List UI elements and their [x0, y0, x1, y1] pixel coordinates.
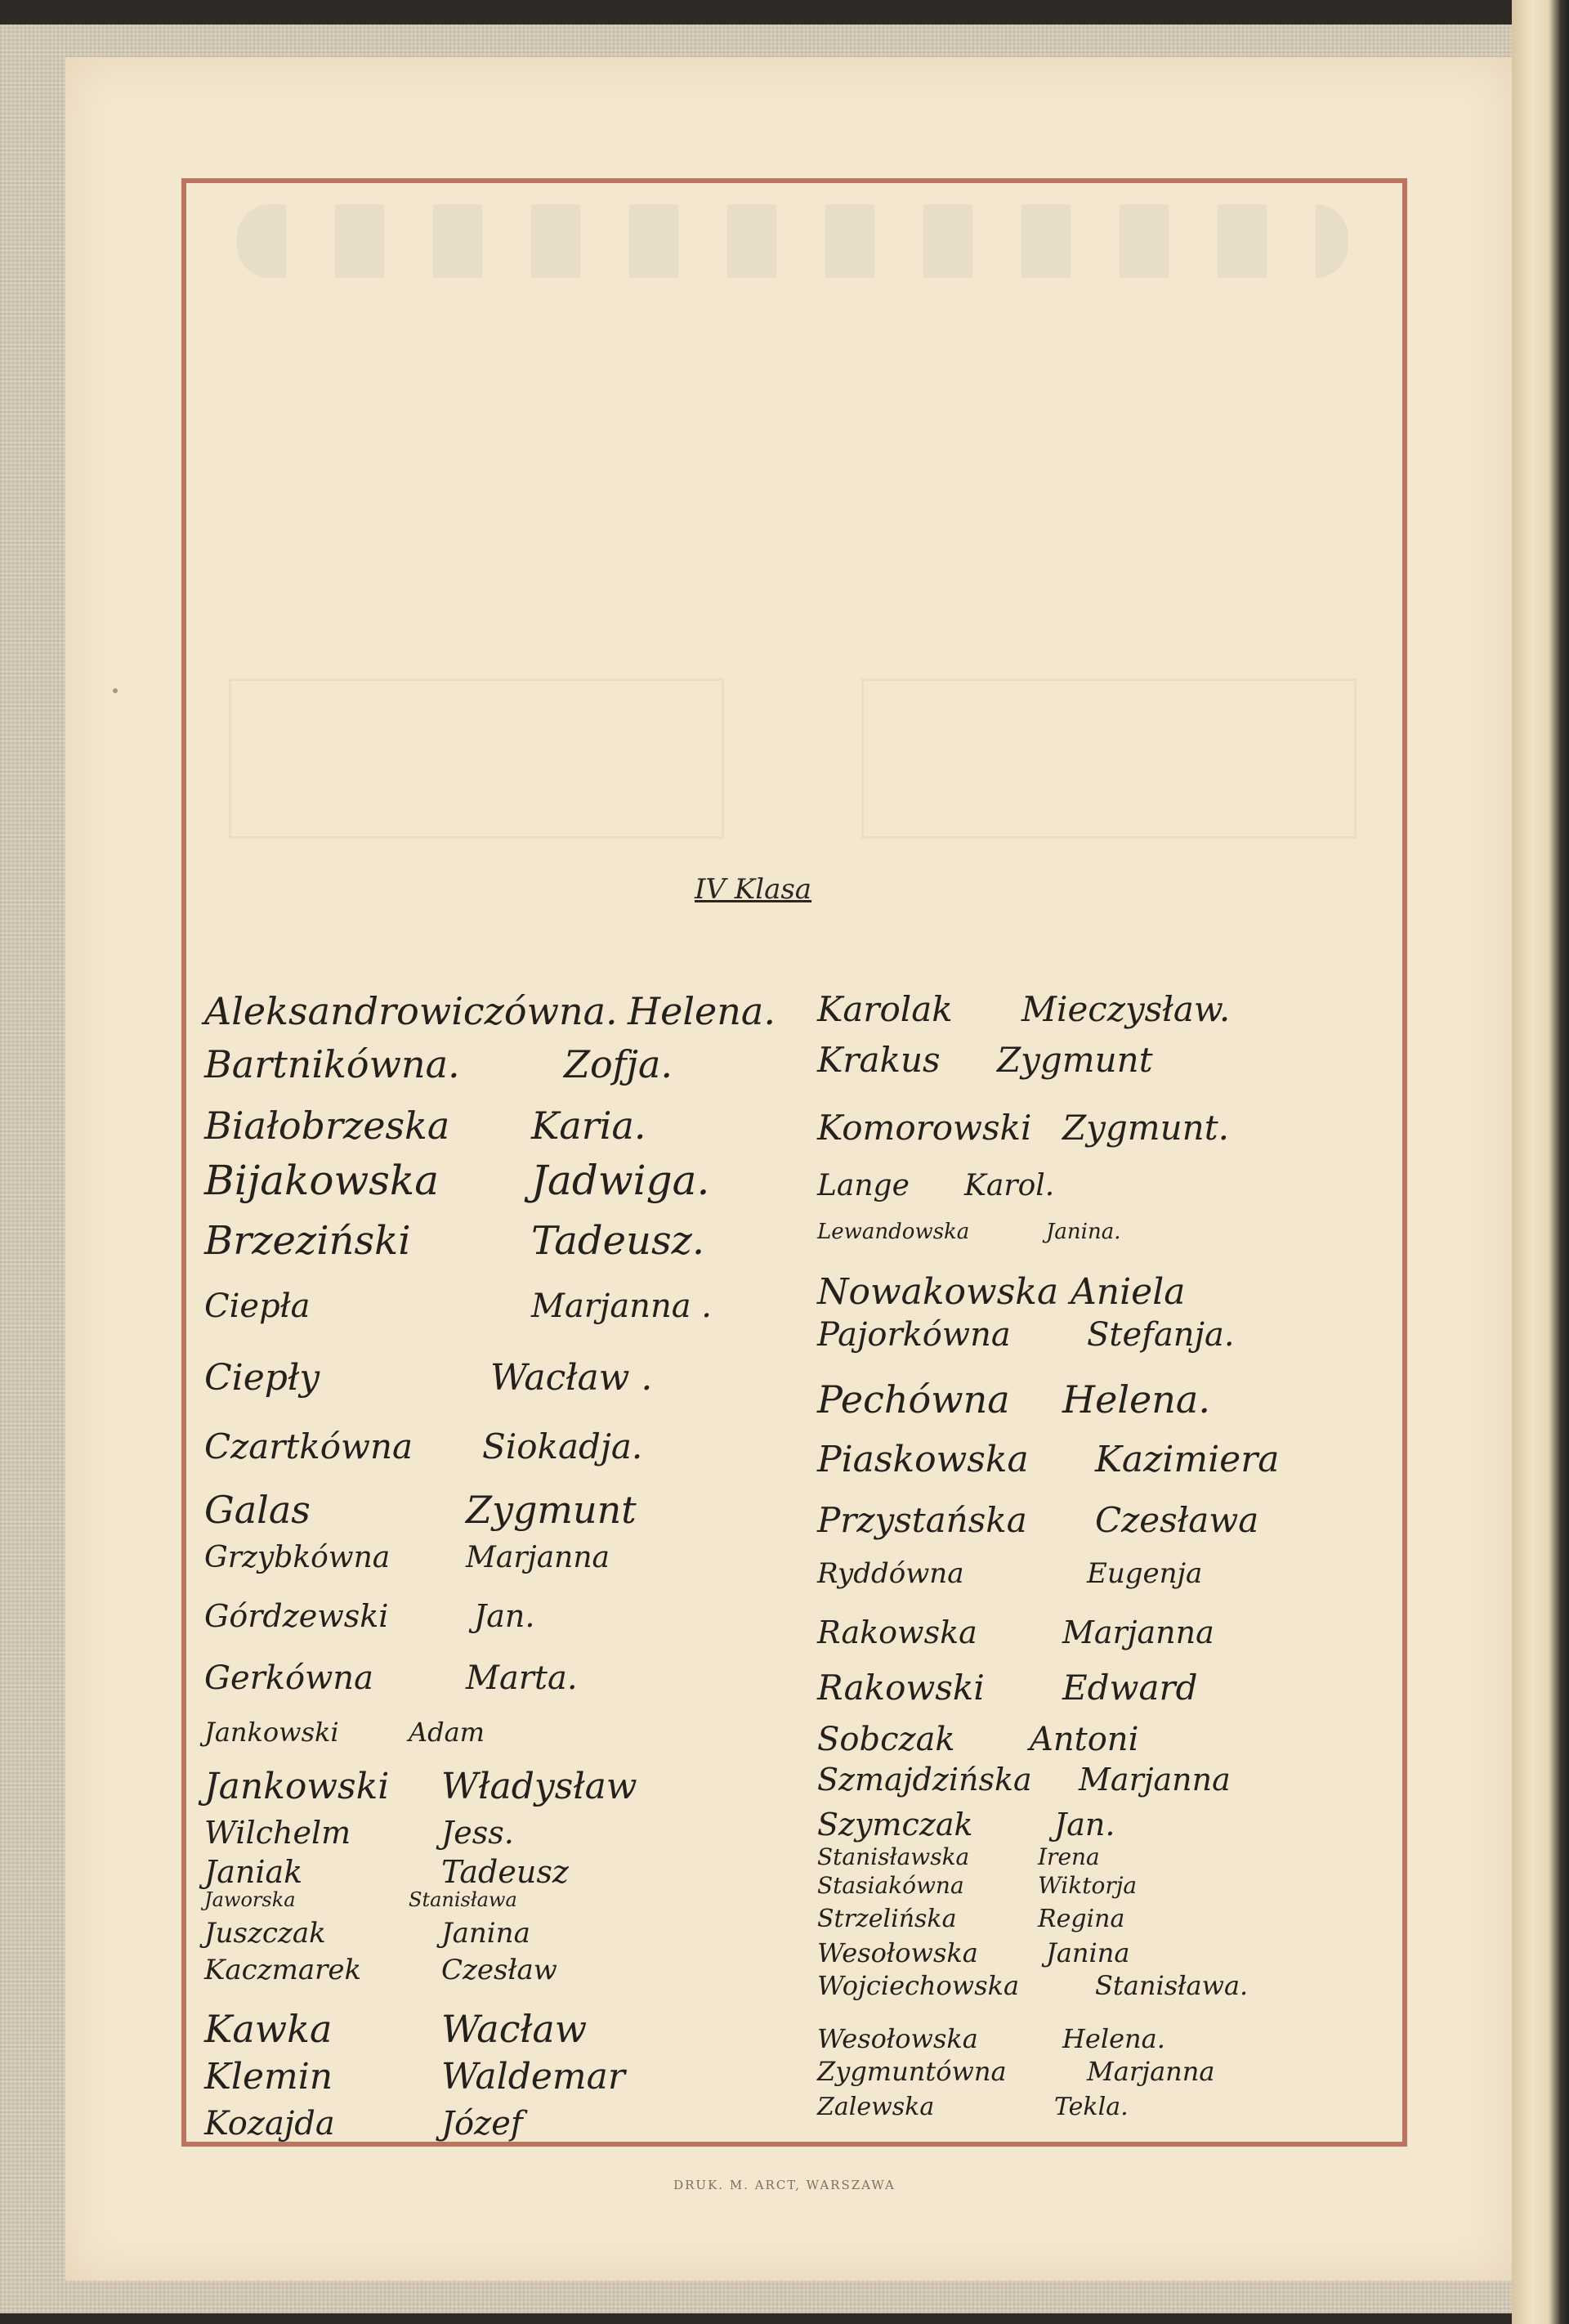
right-entry — [817, 1500, 1259, 1540]
given-name: Tekla. — [1054, 2093, 1129, 2121]
surname: Jankowski — [204, 1717, 339, 1748]
given-name: Adam — [409, 1717, 485, 1748]
surname: Kawka — [204, 2007, 333, 2051]
given-name: Janina — [1046, 1937, 1130, 1968]
surname: Nowakowska — [817, 1271, 1059, 1313]
right-entry — [817, 1970, 1249, 2001]
given-name: Tadeusz — [441, 1854, 569, 1890]
given-name: Helena. — [1062, 2023, 1165, 2054]
surname: Wojciechowska — [817, 1970, 1020, 2001]
surname: Krakus — [817, 1040, 941, 1080]
left-entry — [204, 1659, 578, 1697]
given-name: Zygmunt — [997, 1040, 1153, 1080]
right-entry — [817, 1937, 1130, 1968]
given-name: Zygmunt. — [1062, 1108, 1229, 1148]
right-entry — [817, 2093, 1129, 2121]
given-name: Marta. — [466, 1659, 578, 1697]
surname: Kozajda — [204, 2105, 335, 2143]
surname: Lewandowska — [817, 1220, 970, 1244]
right-entry — [817, 1614, 1214, 1650]
given-name: Eugenja — [1087, 1557, 1203, 1590]
left-entry — [204, 1218, 705, 1264]
surname: Rakowska — [817, 1614, 977, 1650]
surname: Jankowski — [204, 1766, 390, 1807]
right-entry — [817, 1220, 1121, 1244]
surname: Jaworska — [204, 1888, 296, 1911]
surname: Lange — [817, 1169, 910, 1202]
surname: Szymczak — [817, 1807, 973, 1843]
surname: Zygmuntówna — [817, 2056, 1007, 2087]
left-entry — [204, 1917, 530, 1950]
given-name: Tadeusz. — [531, 1218, 705, 1264]
given-name: Kazimiera — [1095, 1439, 1280, 1480]
given-name: Józef — [441, 2105, 523, 2143]
given-name: Jess. — [441, 1815, 514, 1851]
surname: Pechówna — [817, 1377, 1010, 1422]
given-name: Regina — [1038, 1905, 1125, 1933]
surname: Szmajdzińska — [817, 1762, 1032, 1798]
given-name: Karol. — [964, 1169, 1055, 1202]
left-entry — [204, 1766, 637, 1807]
left-entry — [204, 2056, 625, 2098]
left-entry — [204, 1104, 646, 1148]
surname: Gerkówna — [204, 1659, 373, 1697]
surname: Ryddówna — [817, 1557, 964, 1590]
surname: Juszczak — [204, 1917, 326, 1950]
right-entry — [817, 989, 1231, 1029]
right-entry — [817, 1439, 1280, 1480]
given-name: Marjanna — [1079, 1762, 1231, 1798]
surname: Rakowski — [817, 1668, 985, 1708]
right-entry — [817, 1169, 1055, 1202]
surname: Aleksandrowiczówna. — [204, 989, 618, 1033]
surname: Bijakowska — [204, 1157, 440, 1204]
given-name: Stefanja. — [1087, 1316, 1235, 1354]
given-name: Czesława — [1095, 1500, 1259, 1540]
surname: Grzybkówna — [204, 1541, 391, 1574]
right-entry — [817, 2023, 1165, 2054]
right-entry — [817, 1316, 1235, 1354]
given-name: Irena — [1038, 1843, 1100, 1870]
left-entry — [204, 1717, 485, 1748]
surname: Stasiakówna — [817, 1872, 964, 1899]
right-entry — [817, 1668, 1198, 1708]
given-name: Wacław — [441, 2007, 588, 2051]
surname: Górdzewski — [204, 1598, 389, 1634]
given-name: Helena. — [1062, 1377, 1210, 1422]
given-name: Antoni — [1030, 1721, 1139, 1758]
given-name: Edward — [1062, 1668, 1198, 1708]
left-entry — [204, 1042, 673, 1086]
surname: Kaczmarek — [204, 1954, 362, 1986]
right-entry — [817, 2056, 1215, 2087]
surname: Przystańska — [817, 1500, 1027, 1540]
surname: Czartkówna — [204, 1426, 413, 1466]
left-entry — [204, 1854, 569, 1890]
right-entry — [817, 1721, 1139, 1758]
surname: Galas — [204, 1488, 311, 1532]
given-name: Helena. — [628, 989, 776, 1033]
left-entry — [204, 1357, 653, 1399]
left-entry — [204, 1954, 557, 1986]
given-name: Wacław . — [490, 1357, 653, 1399]
surname: Wesołowska — [817, 1937, 978, 1968]
left-entry — [204, 1815, 514, 1851]
right-entry — [817, 1040, 1153, 1080]
surname: Stanisławska — [817, 1843, 970, 1870]
right-entry — [817, 1872, 1138, 1899]
surname: Klemin — [204, 2056, 333, 2098]
given-name: Jan. — [1054, 1807, 1115, 1843]
left-entry — [204, 1287, 712, 1325]
surname: Zalewska — [817, 2093, 935, 2121]
surname: Sobczak — [817, 1721, 955, 1758]
given-name: Mieczysław. — [1021, 989, 1231, 1029]
right-entry — [817, 1762, 1231, 1798]
left-entry — [204, 989, 776, 1033]
given-name: Marjanna — [1087, 2056, 1215, 2087]
given-name: Marjanna — [1062, 1614, 1214, 1650]
given-name: Jan. — [474, 1598, 535, 1634]
given-name: Zofja. — [564, 1042, 673, 1086]
book-spine — [1512, 0, 1569, 2324]
left-entry — [204, 2105, 523, 2143]
surname: Karolak — [817, 989, 953, 1029]
surname: Strzelińska — [817, 1905, 957, 1933]
given-name: Marjanna — [466, 1541, 610, 1574]
surname: Wesołowska — [817, 2023, 978, 2054]
left-entry — [204, 2007, 588, 2051]
right-entry — [817, 1807, 1115, 1843]
left-entry — [204, 1541, 610, 1574]
given-name: Zygmunt — [466, 1488, 637, 1532]
surname: Ciepła — [204, 1287, 311, 1325]
right-entry — [817, 1557, 1203, 1590]
left-entry — [204, 1426, 643, 1466]
given-name: Janina. — [1046, 1220, 1121, 1244]
given-name: Stanisława — [409, 1888, 517, 1911]
left-entry — [204, 1157, 710, 1204]
surname: Wilchelm — [204, 1815, 351, 1851]
class-heading: IV Klasa — [695, 873, 812, 906]
given-name: Aniela — [1071, 1271, 1186, 1313]
given-name: Wiktorja — [1038, 1872, 1138, 1899]
surname: Komorowski — [817, 1108, 1032, 1148]
given-name: Janina — [441, 1917, 530, 1950]
printer-imprint: DRUK. M. ARCT, WARSZAWA — [673, 2178, 896, 2192]
right-entry — [817, 1377, 1210, 1422]
surname: Pajorkówna — [817, 1316, 1011, 1354]
given-name: Marjanna . — [531, 1287, 712, 1325]
given-name: Władysław — [441, 1766, 637, 1807]
surname: Brzeziński — [204, 1218, 411, 1264]
given-name: Jadwiga. — [531, 1157, 710, 1204]
surname: Bartnikówna. — [204, 1042, 460, 1086]
left-entry — [204, 1488, 637, 1532]
given-name: Stanisława. — [1095, 1970, 1249, 2001]
given-name: Waldemar — [441, 2056, 625, 2098]
left-entry — [204, 1598, 535, 1634]
given-name: Czesław — [441, 1954, 557, 1986]
right-entry — [817, 1905, 1125, 1933]
right-entry — [817, 1843, 1100, 1870]
left-entry — [204, 1888, 517, 1911]
surname: Janiak — [204, 1854, 303, 1890]
surname: Białobrzeska — [204, 1104, 450, 1148]
given-name: Siokadja. — [482, 1426, 643, 1466]
given-name: Karia. — [531, 1104, 646, 1148]
surname: Ciepły — [204, 1357, 320, 1399]
right-entry — [817, 1108, 1229, 1148]
surname: Piaskowska — [817, 1439, 1029, 1480]
right-entry — [817, 1271, 1186, 1313]
page-speck — [113, 688, 118, 693]
